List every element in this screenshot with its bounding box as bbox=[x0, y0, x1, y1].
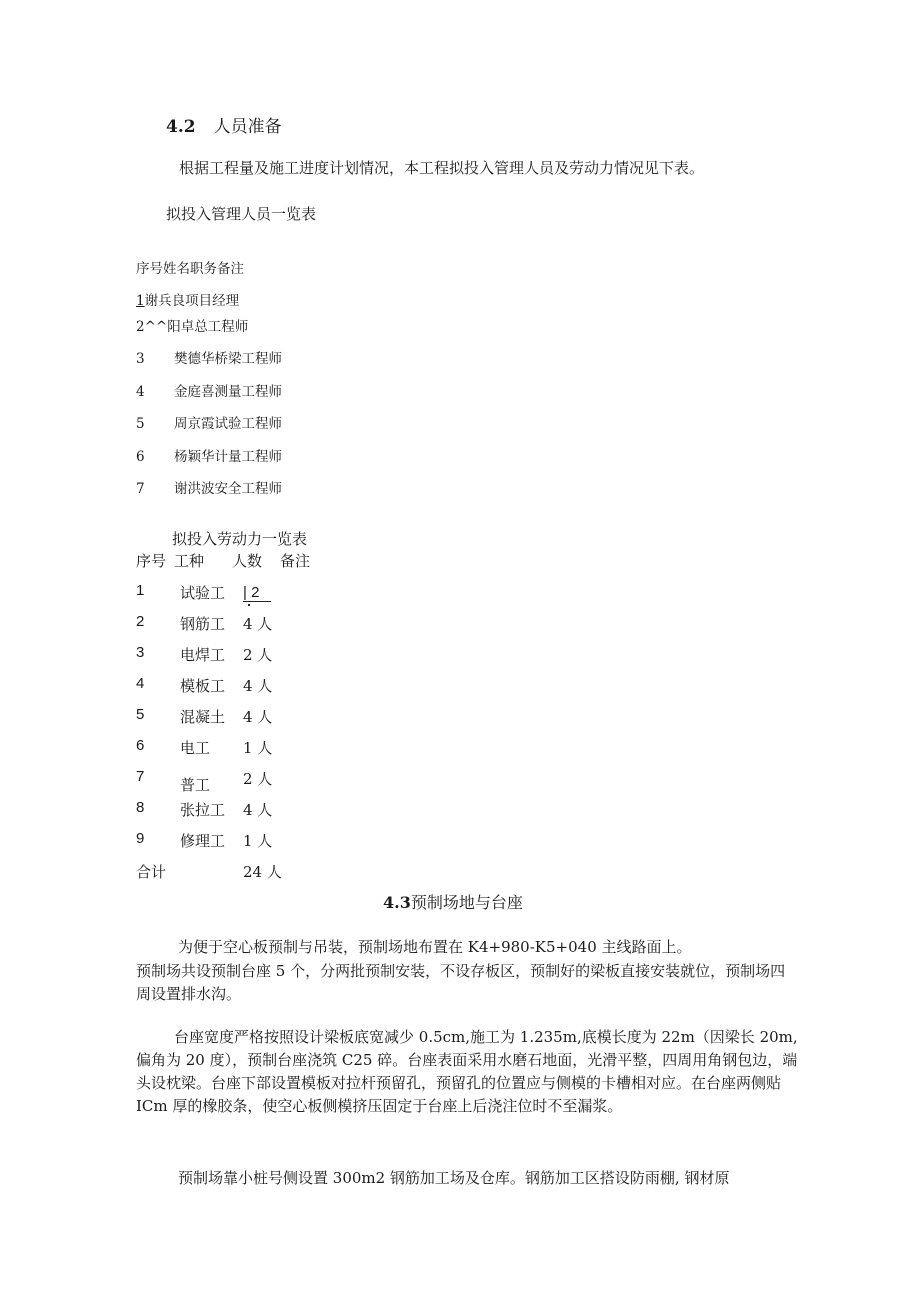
labor-row-count: 2 人 bbox=[243, 646, 273, 664]
labor-row-number: 3 bbox=[136, 644, 145, 661]
labor-row-count: 4 人 bbox=[243, 801, 273, 819]
labor-table-caption: 拟投入劳动力一览表 bbox=[172, 530, 308, 548]
section-title: 预制场地与台座 bbox=[410, 893, 523, 912]
labor-row-type: 试验工 bbox=[180, 584, 226, 602]
labor-row-count: | 2 bbox=[243, 584, 271, 602]
section-title: 人员准备 bbox=[213, 117, 282, 137]
row-text: 樊德华桥梁工程师 bbox=[174, 351, 282, 367]
row-text: 金庭喜测量工程师 bbox=[174, 384, 282, 400]
row-text: 谢洪波安全工程师 bbox=[174, 481, 282, 497]
section-4-2-heading bbox=[166, 112, 282, 137]
row-text: 阳卓总工程师 bbox=[167, 319, 249, 335]
table-row bbox=[136, 289, 239, 309]
labor-row-number: 1 bbox=[136, 582, 145, 599]
labor-table-header bbox=[136, 550, 328, 571]
header-cell: 工种 bbox=[174, 552, 205, 570]
table-row bbox=[136, 315, 248, 335]
labor-row-number: 7 bbox=[136, 768, 145, 785]
labor-row-count: 1 人 bbox=[243, 832, 273, 850]
labor-row-count: 4 人 bbox=[243, 615, 273, 633]
labor-total-label: 合计 bbox=[136, 863, 167, 881]
management-table-header: 序号姓名职务备注 bbox=[136, 261, 244, 277]
table-row bbox=[136, 477, 282, 497]
header-cell: 序号 bbox=[136, 552, 167, 570]
row-number: 4 bbox=[136, 384, 145, 400]
row-text: 谢兵良项目经理 bbox=[144, 293, 240, 309]
labor-row-number: 6 bbox=[136, 737, 145, 754]
table-row bbox=[136, 347, 282, 367]
labor-total-value: 24 人 bbox=[243, 863, 282, 881]
table-row bbox=[136, 445, 282, 465]
paragraph-line: 预制场靠小桩号侧设置 300m2 钢筋加工场及仓库。钢筋加工区搭设防雨棚, 钢材原 bbox=[178, 1169, 730, 1187]
labor-row-type: 电工 bbox=[180, 739, 211, 757]
row-number: 3 bbox=[136, 351, 145, 367]
labor-row-count: 1 人 bbox=[243, 739, 273, 757]
section-4-2-intro: 根据工程量及施工进度计划情况，本工程拟投入管理人员及劳动力情况见下表。 bbox=[179, 159, 705, 177]
labor-row-type: 修理工 bbox=[180, 832, 226, 850]
header-cell: 人数 bbox=[232, 552, 263, 570]
labor-row-number: 9 bbox=[136, 830, 145, 847]
management-table-caption: 拟投入管理人员一览表 bbox=[166, 205, 317, 223]
labor-row-type: 模板工 bbox=[180, 677, 226, 695]
row-number: 6 bbox=[136, 449, 145, 465]
row-number: 1 bbox=[136, 293, 145, 309]
labor-row-type: 钢筋工 bbox=[180, 615, 226, 633]
section-number: 4.3 bbox=[383, 893, 411, 912]
table-row bbox=[136, 412, 282, 432]
stray-dot bbox=[248, 604, 250, 606]
row-text: 杨颖华计量工程师 bbox=[174, 449, 282, 465]
labor-row-number: 8 bbox=[136, 799, 145, 816]
labor-row-number: 5 bbox=[136, 706, 145, 723]
section-4-3-heading bbox=[383, 890, 523, 913]
row-number: 5 bbox=[136, 416, 145, 432]
labor-row-count: 4 人 bbox=[243, 708, 273, 726]
table-row bbox=[136, 380, 282, 400]
row-number: 2^^ bbox=[136, 319, 168, 335]
paragraph: 预制场共设预制台座 5 个，分两批预制安装，不设存板区，预制好的梁板直接安装就位，预制场四周设置排水沟。 bbox=[136, 962, 786, 1003]
labor-row-number: 2 bbox=[136, 613, 145, 630]
labor-row-type: 电焊工 bbox=[180, 646, 226, 664]
row-text: 周京霞试验工程师 bbox=[174, 416, 282, 432]
labor-row-count: 4 人 bbox=[243, 677, 273, 695]
labor-row-type: 混凝土 bbox=[180, 708, 226, 726]
labor-row-type: 普工 bbox=[180, 776, 211, 794]
row-number: 7 bbox=[136, 481, 145, 497]
labor-row-count: 2 人 bbox=[243, 770, 273, 788]
labor-row-type: 张拉工 bbox=[180, 801, 226, 819]
header-cell: 备注 bbox=[280, 552, 311, 570]
section-number: 4.2 bbox=[166, 117, 196, 137]
paragraph: 台座宽度严格按照设计梁板底宽减少 0.5cm,施工为 1.235m,底模长度为 22m（因梁长 20m,偏角为 20 度），预制台座浇筑 C25 碎。台座表面采用水磨石地面，光滑平整，四周用角钢包边，端头设枕梁。台座下部设置模板对拉杆预留孔，预留孔的位置应与侧模的卡槽相对应。在台座两侧贴 ICm 厚的橡胶条，使空心板侧模挤压固定于台座上后浇注位时不至漏浆。 bbox=[136, 1028, 798, 1115]
paragraph-line: 为便于空心板预制与吊装，预制场地布置在 K4+980-K5+040 主线路面上。 bbox=[178, 938, 692, 956]
labor-row-number: 4 bbox=[136, 675, 145, 692]
